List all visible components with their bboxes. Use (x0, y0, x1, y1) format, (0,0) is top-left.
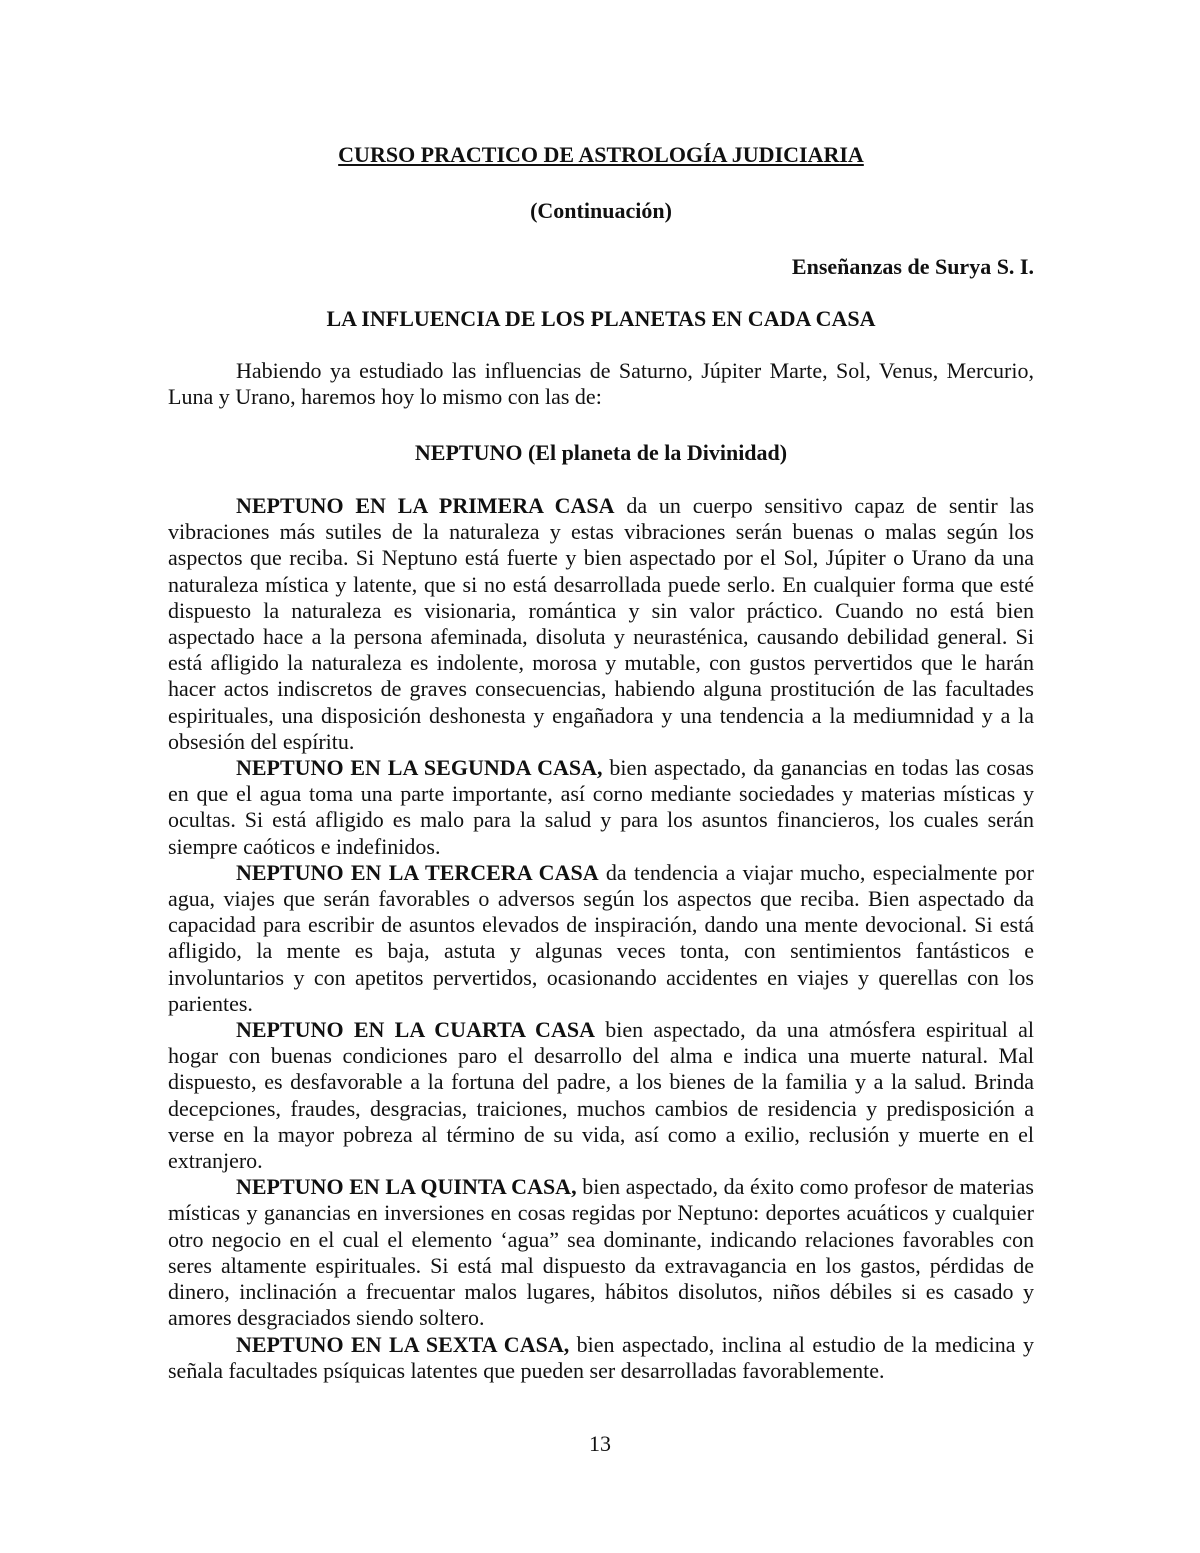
section-heading: LA INFLUENCIA DE LOS PLANETAS EN CADA CASA (326, 306, 876, 331)
house-paragraph-1 (168, 493, 1034, 755)
house-paragraph-4 (168, 1017, 1034, 1174)
paragraph-lead: NEPTUNO EN LA CUARTA CASA (236, 1017, 595, 1043)
paragraph-text: da tendencia a viajar mucho, especialmente por agua, viajes que serán favorables o adversos según los aspectos que reciba. Bien aspectado da capacidad para escribir de asuntos elevados de inspiración, dando una mente devocional. Si está afligido, la mente es baja, astuta y algunas veces tonta, con sentimientos fantásticos e involuntarios y con apetitos pervertidos, ocasionando accidentes en viajes y querellas con los parientes. (168, 859, 1034, 1016)
house-paragraph-5 (168, 1174, 1034, 1331)
paragraph-text: bien aspectado, da ganancias en todas las cosas en que el agua toma una parte importante, así corno mediante sociedades y materias místicas y ocultas. Si está afligido es malo para la salud y para los asuntos financieros, los cuales serán siempre caóticos e indefinidos. (168, 755, 1034, 859)
paragraph-lead: NEPTUNO EN LA QUINTA CASA, (236, 1174, 577, 1200)
house-paragraph-6 (168, 1332, 1034, 1384)
planet-heading: NEPTUNO (El planeta de la Divinidad) (414, 440, 788, 465)
house-paragraphs (168, 493, 1034, 1384)
author-line: Enseñanzas de Surya S. I. (791, 254, 1034, 279)
house-paragraph-2 (168, 755, 1034, 860)
paragraph-text: da un cuerpo sensitivo capaz de sentir las vibraciones más sutiles de la naturaleza y estas vibraciones serán buenas o malas según los aspectos que reciba. Si Neptuno está fuerte y bien aspectado por el Sol, Júpiter o Urano da una naturaleza mística y latente, que si no está desarrollada puede serlo. En cualquier forma que esté dispuesto la naturaleza es visionaria, romántica y sin valor práctico. Cuando no está bien aspectado hace a la persona afeminada, disoluta y neurasténica, causando debilidad general. Si está afligido la naturaleza es indolente, morosa y mutable, con gustos pervertidos que le harán hacer actos indiscretos de graves consecuencias, habiendo alguna prostitución de las facultades espirituales, una disposición deshonesta y engañadora y una tendencia a la mediumnidad y a la obsesión del espíritu. (168, 493, 1034, 754)
house-paragraph-3 (168, 860, 1034, 1017)
paragraph-lead: NEPTUNO EN LA SEXTA CASA, (236, 1331, 570, 1357)
paragraph-text: bien aspectado, da éxito como profesor de materias místicas y ganancias en inversiones en cosas regidas por Neptuno: deportes acuáticos y cualquier otro negocio en el cual el elemento ‘agua” sea dominante, indicando relaciones favorables con seres altamente espirituales. Si está mal dispuesto da extravagancia en los gastos, pérdidas de dinero, inclinación a frecuentar malos lugares, hábitos disolutos, niños débiles si es casado y amores desgraciados siendo soltero. (168, 1174, 1034, 1331)
paragraph-lead: NEPTUNO EN LA TERCERA CASA (236, 859, 599, 885)
paragraph-text: bien aspectado, inclina al estudio de la medicina y señala facultades psíquicas latentes que pueden ser desarrolladas favorablemente. (168, 1331, 1034, 1383)
document-subtitle: (Continuación) (530, 198, 672, 223)
paragraph-lead: NEPTUNO EN LA PRIMERA CASA (236, 493, 615, 518)
paragraph-text: bien aspectado, da una atmósfera espiritual al hogar con buenas condiciones paro el desarrollo del alma e indica una muerte natural. Mal dispuesto, es desfavorable a la fortuna del padre, a los bienes de la familia y a la salud. Brinda decepciones, fraudes, desgracias, traiciones, muchos cambios de residencia y predisposición a verse en la mayor pobreza al término de su vida, así como a exilio, reclusión y muerte en el extranjero. (168, 1017, 1034, 1174)
intro-paragraph: Habiendo ya estudiado las influencias de Saturno, Júpiter Marte, Sol, Venus, Mercurio, Luna y Urano, haremos hoy lo mismo con las de: (168, 358, 1034, 409)
page-number: 13 (589, 1431, 611, 1456)
paragraph-lead: NEPTUNO EN LA SEGUNDA CASA, (236, 755, 603, 781)
document-title: CURSO PRACTICO DE ASTROLOGÍA JUDICIARIA (338, 142, 864, 167)
